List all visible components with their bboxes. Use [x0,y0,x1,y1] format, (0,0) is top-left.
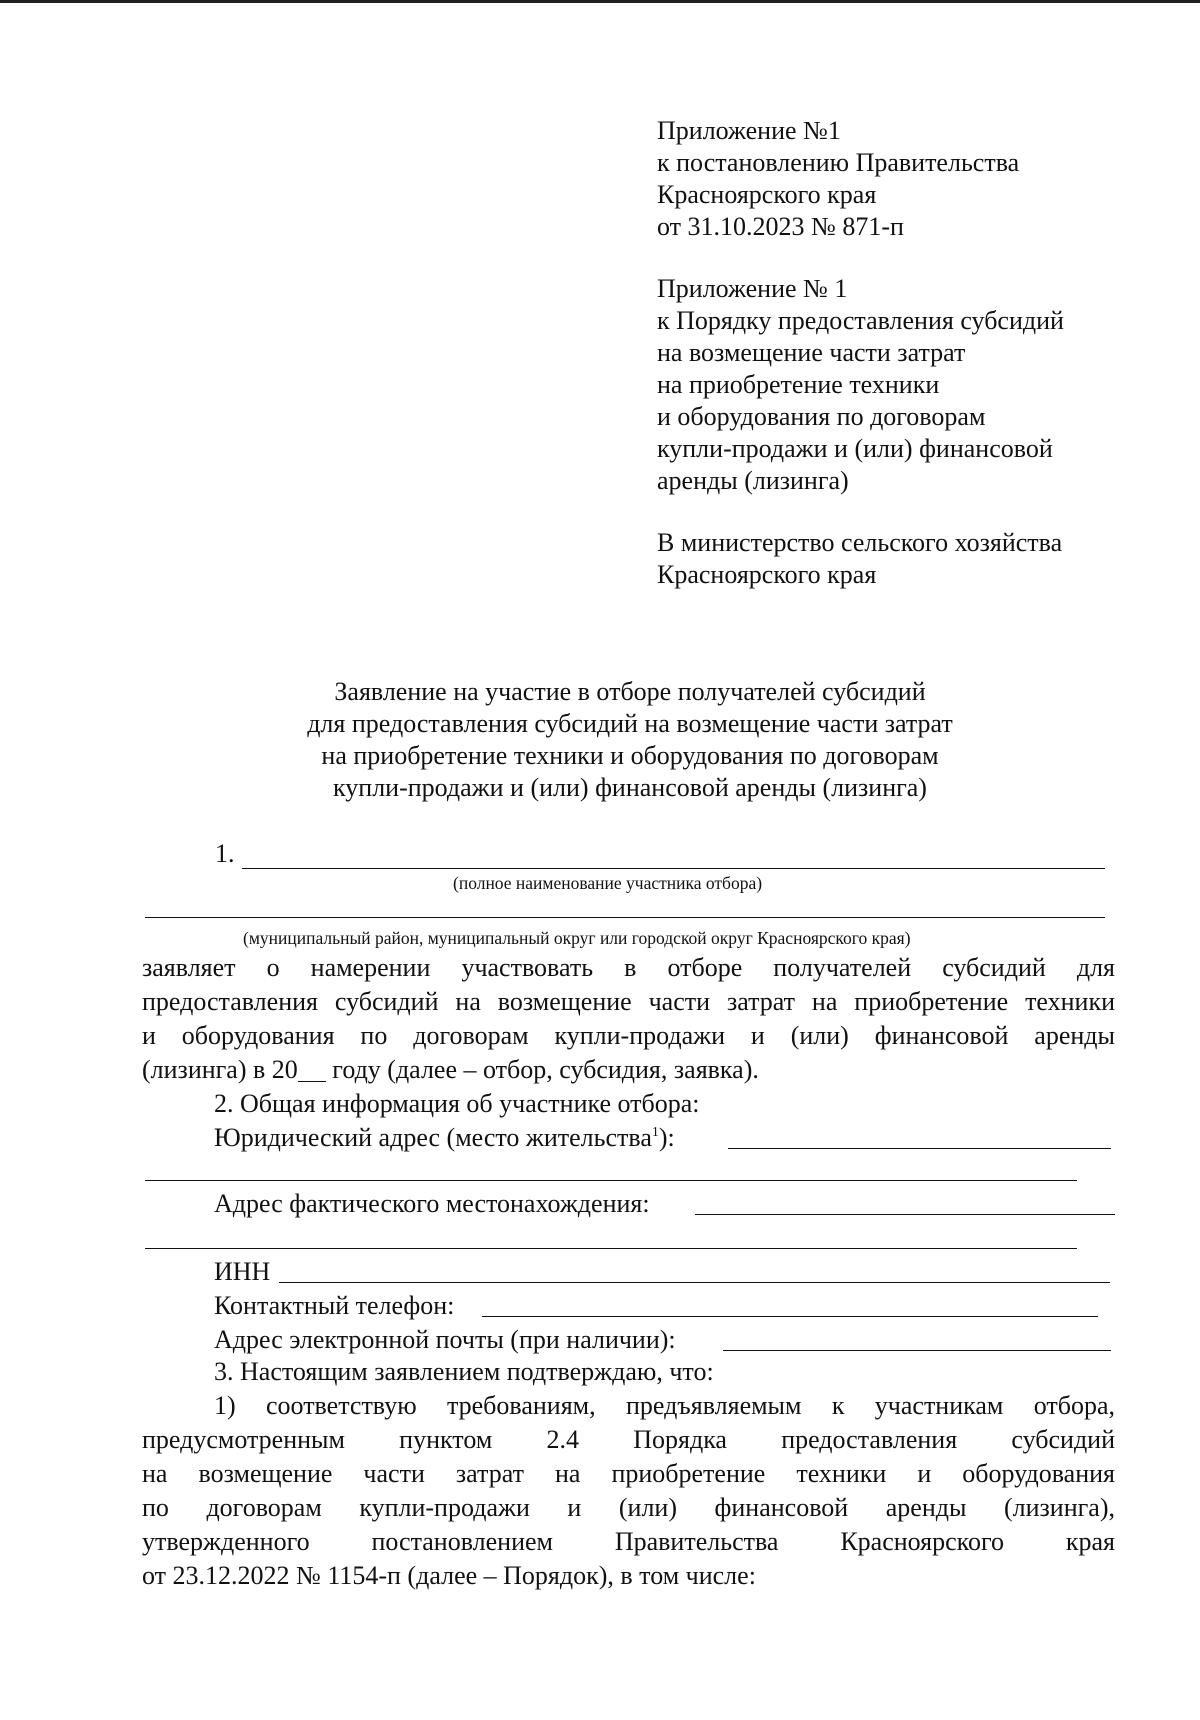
title-line: на приобретение техники и оборудования по договорам [321,741,939,770]
appendix-block-decree [657,115,1177,243]
document-title [140,676,1120,804]
inn-label: ИНН [214,1257,271,1286]
appendix-line: Приложение № 1 [657,274,848,303]
actual-address-field[interactable] [695,1214,1115,1215]
statement-text: (лизинга) в 20 [142,1055,298,1084]
section2-heading: 2. Общая информация об участнике отбора: [214,1089,700,1118]
title-line: для предоставления субсидий на возмещение части затрат [307,709,953,738]
appendix-line: Приложение №1 [657,116,841,145]
section3-heading: 3. Настоящим заявлением подтверждаю, что: [214,1357,714,1386]
district-caption: (муниципальный район, муниципальный округ или городской округ Красноярского края) [243,928,911,948]
actual-address-label: Адрес фактического местонахождения: [214,1189,650,1218]
appendix-line: купли-продажи и (или) финансовой [657,434,1053,463]
title-line: купли-продажи и (или) финансовой аренды (лизинга) [333,773,927,802]
item1-number: 1. [215,839,235,868]
statement-last-line [142,1054,759,1086]
statement-text: году (далее – отбор, субсидия, заявка). [325,1055,759,1084]
phone-label: Контактный телефон: [214,1291,455,1320]
statement-line: и оборудования по договорам купли-продажи и (или) финансовой аренды [142,1021,1115,1050]
appendix-line: на приобретение техники [657,370,940,399]
legal-address-text: Юридический адрес (место жительства [214,1123,652,1152]
legal-address-tail: ): [658,1123,675,1152]
appendix-line: от 31.10.2023 № 871-п [657,212,904,241]
appendix-line: В министерство сельского хозяйства [657,528,1063,557]
section3-line: от 23.12.2022 № 1154-п (далее – Порядок), в том числе: [142,1561,756,1590]
legal-address-label [214,1122,675,1154]
statement-line: предоставления субсидий на возмещение части затрат на приобретение техники [142,987,1115,1016]
appendix-line: Красноярского края [657,180,877,209]
appendix-block-procedure [657,273,1177,497]
legal-address-field-line2[interactable] [145,1180,1077,1181]
scan-edge [0,0,1200,3]
appendix-line: Красноярского края [657,560,877,589]
phone-field[interactable] [482,1316,1098,1317]
section3-line: 1) соответствую требованиям, предъявляемым к участникам отбора, [214,1391,1115,1420]
appendix-line: аренды (лизинга) [657,466,849,495]
section3-line: на возмещение части затрат на приобретение техники и оборудования [142,1459,1115,1488]
appendix-line: и оборудования по договорам [657,402,986,431]
section3-line: предусмотренным пунктом 2.4 Порядка предоставления субсидий [142,1425,1115,1454]
appendix-line: к постановлению Правительства [657,148,1020,177]
participant-name-caption: (полное наименование участника отбора) [453,873,763,893]
appendix-header [657,115,1177,621]
participant-name-field[interactable] [242,868,1105,869]
appendix-line: к Порядку предоставления субсидий [657,306,1064,335]
section3-line: утвержденного постановлением Правительства Красноярского края [142,1527,1115,1556]
inn-field[interactable] [279,1282,1110,1283]
title-line: Заявление на участие в отборе получателей субсидий [334,677,926,706]
appendix-line: на возмещение части затрат [657,338,966,367]
email-field[interactable] [723,1350,1111,1351]
footnote-marker: 1 [651,1125,659,1140]
appendix-block-addressee [657,527,1177,591]
section3-line: по договорам купли-продажи и (или) финансовой аренды (лизинга), [142,1493,1115,1522]
district-field[interactable] [145,917,1105,918]
statement-line: заявляет о намерении участвовать в отборе получателей субсидий для [142,953,1115,982]
year-field[interactable] [298,1061,326,1082]
legal-address-field[interactable] [728,1148,1111,1149]
email-label: Адрес электронной почты (при наличии): [214,1325,676,1354]
actual-address-field-line2[interactable] [145,1248,1077,1249]
